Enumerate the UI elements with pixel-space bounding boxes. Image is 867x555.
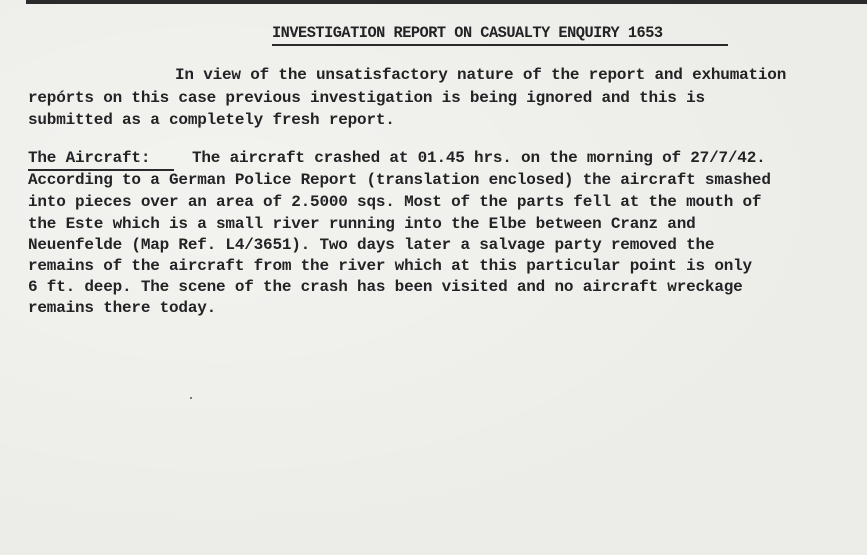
section-line-2: According to a German Police Report (translation enclosed) the aircraft smashed bbox=[28, 171, 771, 189]
section-line-1: The aircraft crashed at 01.45 hrs. on the morning of 27/7/42. bbox=[192, 149, 766, 167]
section-line-6: remains of the aircraft from the river which at this particular point is only bbox=[28, 257, 752, 275]
intro-line-1: In view of the unsatisfactory nature of the report and exhumation bbox=[175, 66, 787, 84]
section-heading: The Aircraft: bbox=[28, 149, 151, 167]
intro-line-2: repórts on this case previous investigation is being ignored and this is bbox=[28, 89, 705, 107]
section-line-8: remains there today. bbox=[28, 299, 217, 317]
section-line-4: the Este which is a small river running into the Elbe between Cranz and bbox=[28, 215, 696, 233]
paper-speck bbox=[190, 397, 192, 399]
section-line-5: Neuenfelde (Map Ref. L4/3651). Two days later a salvage party removed the bbox=[28, 236, 715, 254]
top-rule bbox=[26, 0, 867, 4]
report-title: INVESTIGATION REPORT ON CASUALTY ENQUIRY 1653 bbox=[272, 24, 663, 42]
section-line-7: 6 ft. deep. The scene of the crash has been visited and no aircraft wreckage bbox=[28, 278, 743, 296]
intro-line-3: submitted as a completely fresh report. bbox=[28, 111, 395, 129]
section-line-3: into pieces over an area of 2.5000 sqs. Most of the parts fell at the mouth of bbox=[28, 193, 762, 211]
title-underline bbox=[272, 44, 728, 46]
